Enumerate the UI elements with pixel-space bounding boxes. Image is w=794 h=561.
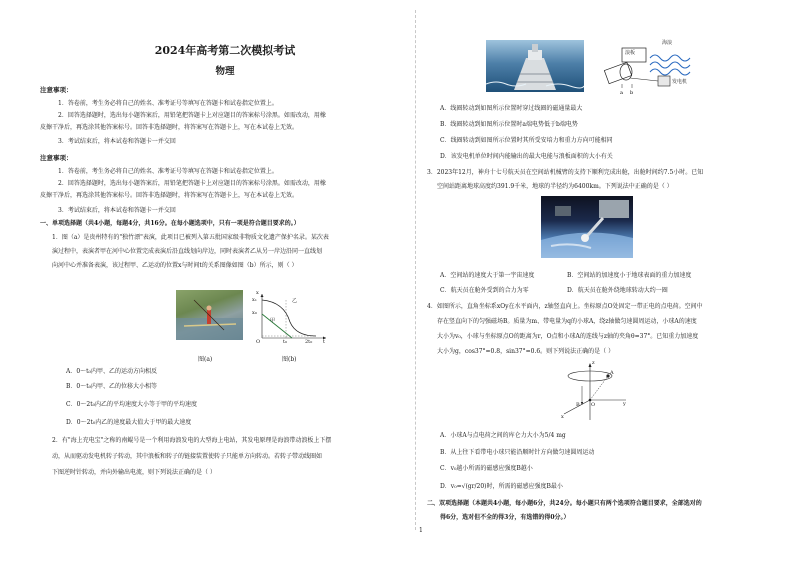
fig-z-label: z: [592, 360, 595, 366]
graph-x-label: x: [256, 290, 259, 296]
graph-jia-label: 甲: [270, 318, 276, 324]
q4-option-c: C．v₀越小所需的磁感应强度B越小: [440, 465, 533, 472]
exam-subject: 物理: [215, 66, 235, 77]
note-1-3: 3．考试结束后，将本试卷和答题卡一并交回: [58, 138, 176, 145]
wave-generator-diagram: [600, 38, 700, 100]
q3-line-1: 3．2023年12月，神舟十七号航天员在空间站机械臂的支持下顺利完成出舱，出舱时间约7.5小时。已知: [427, 169, 704, 176]
q4-option-d: D．v₀=√(gr/20)时，所需的磁感应强度B最小: [440, 483, 563, 490]
q4-line-4: 大小为g，cos37°=0.8，sin37°=0.6。则下列说法正确的是（ ）: [437, 348, 615, 355]
q1-line-3: 向河中心并准备表演，该过程甲、乙运动的位置x与时间t的关系图像如图（b）所示，则（ ）: [52, 262, 298, 269]
q3-option-a: A．空间站的速度大于第一宇宙速度: [440, 272, 535, 279]
section-2-heading-1: 二、双项选择题（本题共4小题，每小题6分，共24分。每小题只有两个选项符合题目要求，全部选对的: [427, 500, 702, 507]
notes-heading-1: 注意事项：: [40, 86, 73, 94]
fig-x-label: x: [561, 414, 564, 420]
graph-2t0-label: 2t₀: [305, 339, 313, 345]
q2-option-b: B．线圈转动到如图所示位置时a端电势低于b端电势: [440, 121, 578, 128]
note-1-2: 2．回答选择题时，选出每小题答案后，用铅笔把答题卡上对应题目的答案标号涂黑。如需改动，用橡: [58, 112, 326, 119]
graph-yi-label: 乙: [292, 298, 298, 304]
q1-line-2: 演过程中，表演者甲在河中心位置完成表演后沿直线划向岸边，同时表演者乙从另一岸边沿同一直线划: [52, 248, 323, 255]
q1-xt-graph: [250, 290, 330, 346]
q1-option-d: D．0～2t₀内乙的速度最大值大于甲的最大速度: [66, 419, 192, 426]
graph-origin-label: O: [256, 339, 261, 345]
fig-y-label: y: [623, 401, 626, 407]
q1-option-c: C．0～2t₀内乙的平均速度大小等于甲的平均速度: [66, 401, 198, 408]
note-1-1: 1．答卷前，考生务必将自己的姓名、准考证号等填写在答题卡和试卷指定位置上。: [58, 100, 278, 107]
column-divider: [415, 10, 416, 530]
q4-line-2: 存在竖直向下的匀强磁场B。质量为m、带电量为q的小球A，绕z轴做匀速圆周运动，小球A的速度: [437, 318, 697, 325]
q2-option-d: D．该发电机单位时间内能输出的最大电能与浪板面积的大小有关: [440, 153, 613, 160]
q4-option-b: B．从上往下看带电小球只能沿顺时针方向做匀速圆周运动: [440, 449, 595, 456]
q4-line-3: 大小为v₀，小球与坐标原点O的距离为r，O点和小球A的连线与z轴的夹角θ=37°。已知重力加速度: [437, 333, 699, 340]
q2-option-c: C．线圈转动到如图所示位置时其所受安培力和重力方向可能相同: [440, 137, 613, 144]
q4-charge-figure: [560, 360, 630, 424]
q1-caption-b: 图(b): [282, 356, 297, 363]
exam-title: 2024年高考第二次模拟考试: [154, 44, 296, 57]
label-wave: 海浪: [662, 40, 673, 46]
q1-option-b: B．0～t₀内甲、乙的位移大小相等: [66, 383, 158, 390]
spacewalk-photo: [541, 196, 633, 258]
graph-t0-label: t₀: [283, 339, 288, 345]
q1-line-1: 1．图（a）是贵州特有的"独竹漂"表演，此项目已被列入第五批国家级非物质文化遗产保护名录。某次表: [52, 234, 329, 241]
section-1-heading: 一、单项选择题（共4小题，每题4分，共16分。在每小题选项中，只有一项是符合题目要求的。）: [40, 220, 300, 227]
note-2-2: 2．回答选择题时，选出每小题答案后，用铅笔把答题卡上对应题目的答案标号涂黑。如需改动，用橡: [58, 180, 326, 187]
q1-option-a: A．0～t₀内甲、乙的运动方向相反: [66, 368, 157, 375]
fig-b-label: B: [576, 402, 580, 408]
wave-power-ship-photo: [486, 40, 584, 92]
bamboo-rafting-photo: [176, 290, 243, 340]
note-2-3: 3．考试结束后，将本试卷和答题卡一并交回: [58, 207, 176, 214]
section-2-heading-2: 得6分，选对但不全的得3分，有选错的得0分。）: [440, 514, 570, 521]
q3-option-d: D．航天员在舱外绕地球转动大约一圈: [567, 287, 668, 294]
note-2-1: 1．答卷前，考生务必将自己的姓名、准考证号等填写在答题卡和试卷指定位置上。: [58, 168, 278, 175]
q2-line-1: 2．有"海上充电宝"之称的南鲲号是一个利用海浪发电的大型海上电站，其发电原理是海浪带动浪板上下摆: [52, 437, 332, 444]
note-1-2b: 皮擦干净后，再选涂其他答案标号。回答非选择题时，将答案写在答题卡上，写在本试卷上无效。: [40, 124, 299, 131]
q1-caption-a: 图(a): [198, 356, 213, 363]
fig-o-label: O: [591, 402, 596, 408]
q4-option-a: A．小球A与点电荷之间的库仑力大小为5/4 mg: [440, 432, 566, 439]
label-board: 浪板: [625, 50, 636, 56]
q3-line-2: 空间站距离地球高度约391.9千米，地球的半径约为6400km。下列说法中正确的是（ ）: [437, 183, 673, 190]
graph-x1-label: x₁: [252, 297, 257, 303]
note-2-2b: 皮擦干净后，再选涂其他答案标号。回答非选择题时，将答案写在答题卡上，写在本试卷上无效。: [40, 192, 299, 199]
label-generator: 发电机: [672, 79, 688, 85]
graph-x0-label: x₀: [252, 310, 257, 316]
q2-line-2: 动，从而驱动发电机转子转动，其中浪板和转子的链接装置使转子只能单方向转动。若转子带动线圈如: [52, 453, 323, 460]
graph-t-label: t: [323, 339, 326, 345]
page-number: 1: [419, 527, 423, 534]
q3-option-c: C．航天员在舱外受到的合力为零: [440, 287, 529, 294]
q4-line-1: 4．如图所示，直角坐标系xOy在水平面内，z轴竖直向上。坐标原点O处固定一带正电的点电荷。空间中: [427, 303, 703, 310]
q2-line-3: 下图逆时针转动，并向外输出电流，则下列说法正确的是（ ）: [52, 469, 216, 476]
svg-text:b: b: [630, 90, 634, 96]
svg-text:a: a: [620, 90, 623, 96]
fig-a-label: A: [610, 370, 614, 376]
q3-option-b: B．空间站的加速度小于地球表面的重力加速度: [567, 272, 692, 279]
q2-option-a: A．线圈转动到如图所示位置时穿过线圈的磁通量最大: [440, 105, 583, 112]
notes-heading-2: 注意事项：: [40, 154, 73, 162]
